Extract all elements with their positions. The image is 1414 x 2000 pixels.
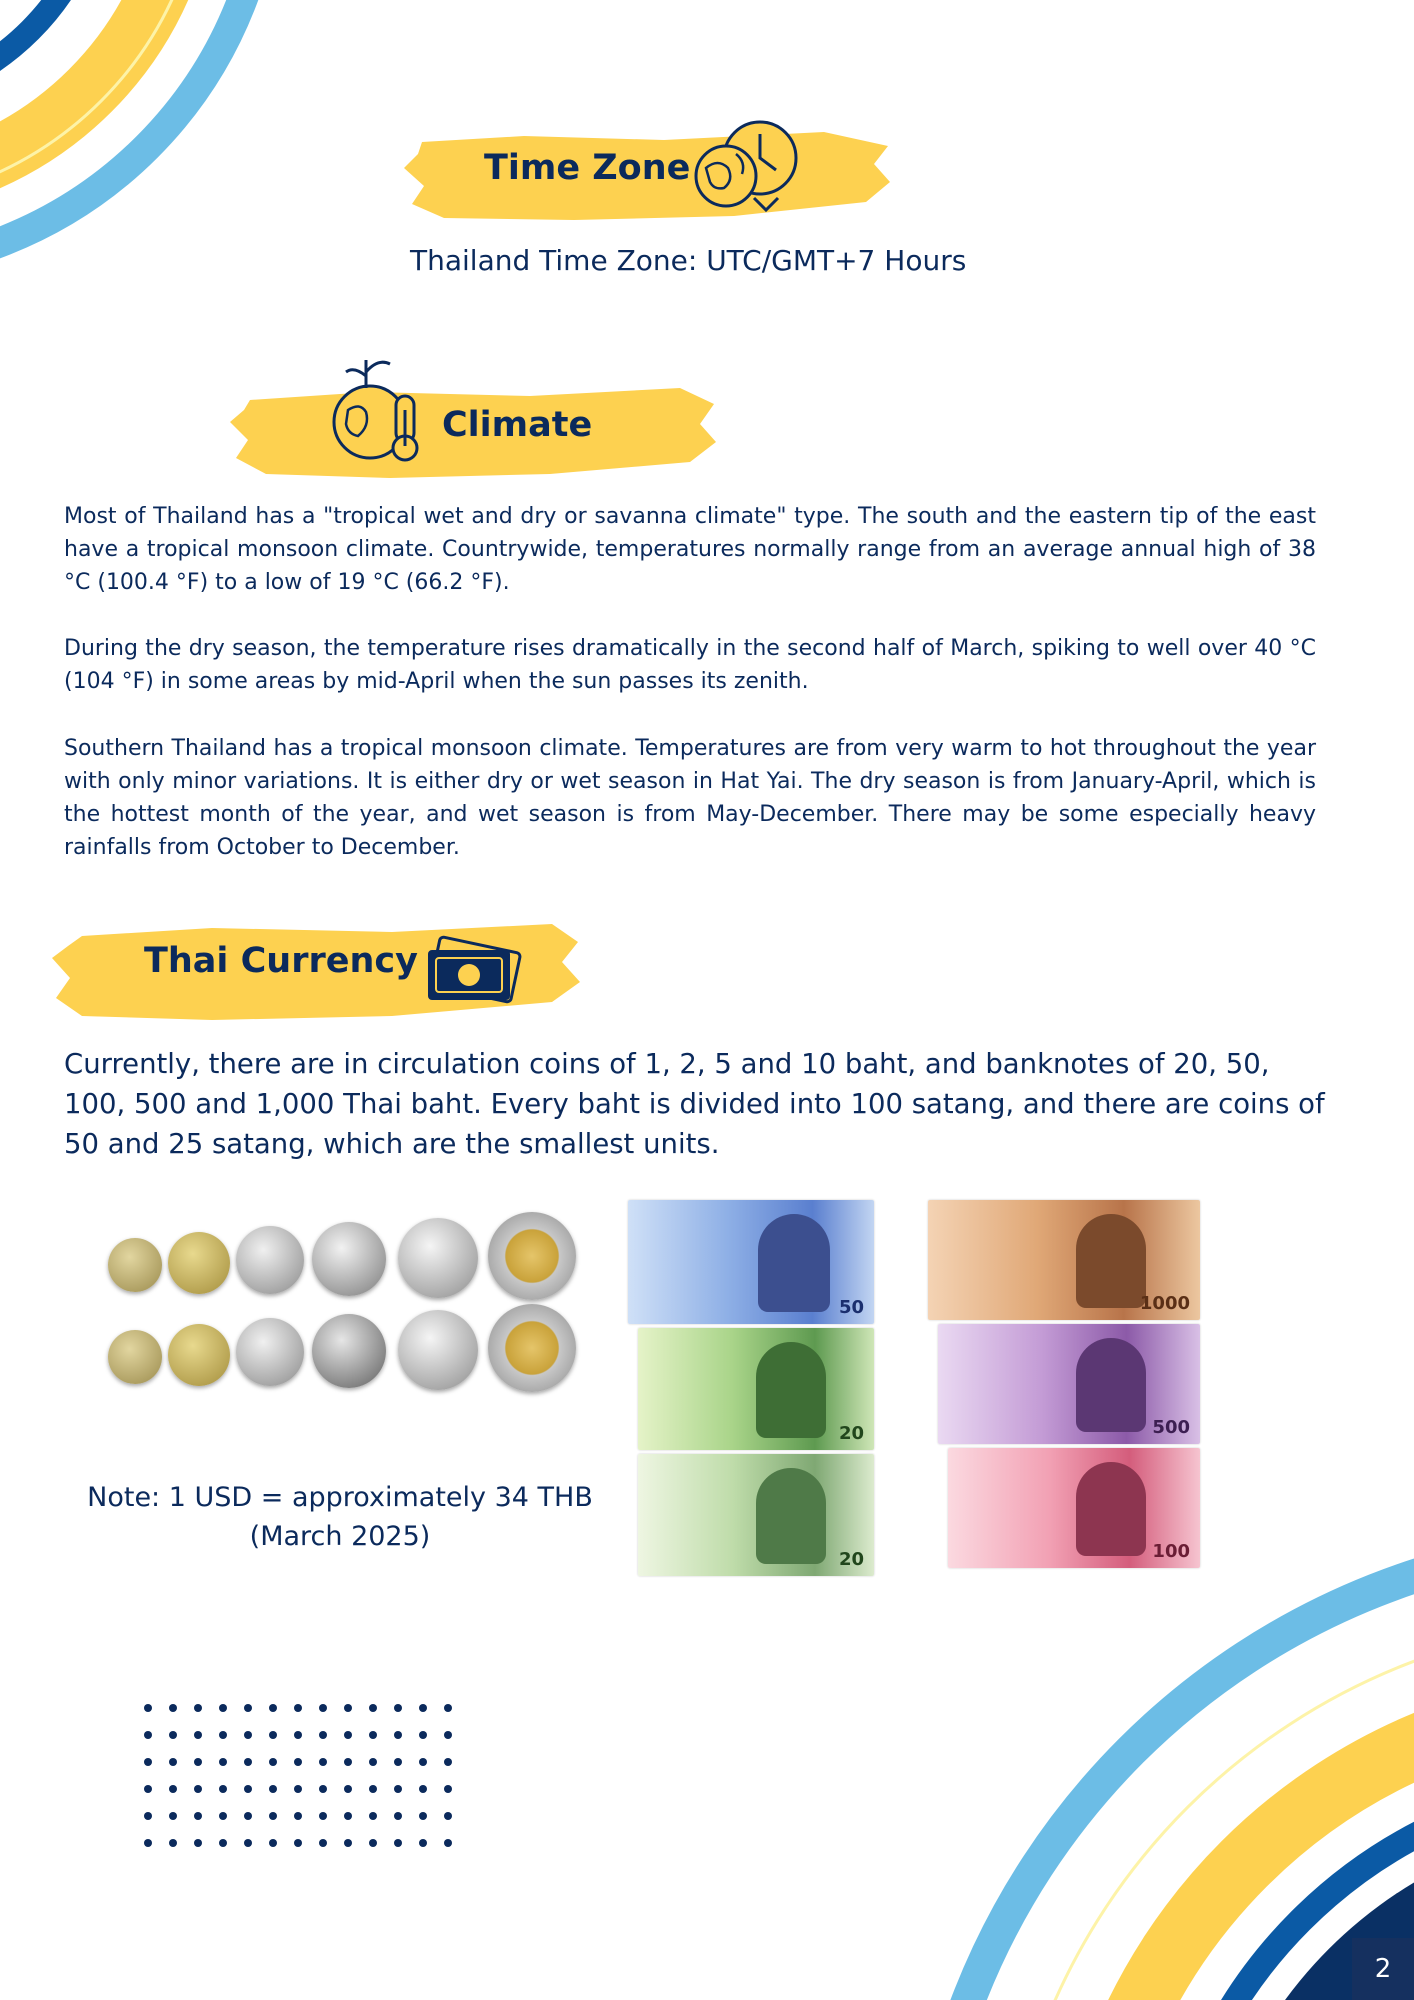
banknote-500 (938, 1324, 1200, 1444)
decorative-dot (194, 1839, 202, 1847)
decorative-dot (144, 1731, 152, 1739)
decorative-dot (394, 1839, 402, 1847)
decorative-dot (269, 1785, 277, 1793)
banknote-value: 50 (838, 1297, 864, 1318)
banknote-value: 100 (1152, 1541, 1190, 1562)
decorative-dot (419, 1731, 427, 1739)
globe-clock-icon (684, 118, 800, 214)
decorative-dot (144, 1758, 152, 1766)
currency-heading: Thai Currency (144, 941, 418, 981)
decorative-dot (219, 1839, 227, 1847)
decorative-dot (394, 1758, 402, 1766)
decorative-dot (319, 1731, 327, 1739)
coin (236, 1318, 304, 1386)
coin (488, 1304, 576, 1392)
coin (398, 1310, 478, 1390)
banknote-value: 20 (838, 1549, 864, 1570)
decorative-dot (294, 1785, 302, 1793)
decorative-dot (194, 1785, 202, 1793)
decorative-dot (244, 1785, 252, 1793)
decorative-dot (169, 1731, 177, 1739)
decorative-dot (169, 1839, 177, 1847)
decorative-dot (444, 1839, 452, 1847)
banknote-100 (948, 1448, 1200, 1568)
decorative-dot (144, 1704, 152, 1712)
coin (168, 1324, 230, 1386)
decorative-dot (144, 1839, 152, 1847)
decorative-dot (169, 1704, 177, 1712)
decorative-dot (344, 1704, 352, 1712)
decorative-dot (369, 1758, 377, 1766)
decorative-dot (344, 1731, 352, 1739)
decorative-dot (244, 1731, 252, 1739)
decorative-dot (419, 1812, 427, 1820)
decorative-dot (419, 1839, 427, 1847)
banknote-value: 500 (1152, 1417, 1190, 1438)
decorative-dot (244, 1758, 252, 1766)
exchange-rate-date: (March 2025) (249, 1521, 431, 1552)
decorative-dot (444, 1731, 452, 1739)
decorative-dot (319, 1812, 327, 1820)
decorative-dot (369, 1731, 377, 1739)
decorative-dot (394, 1812, 402, 1820)
decorative-dot (169, 1812, 177, 1820)
exchange-rate-note (70, 1478, 610, 1556)
decorative-dot (144, 1785, 152, 1793)
banknote-icon (420, 930, 526, 1012)
decorative-dot (344, 1839, 352, 1847)
decorative-dot (319, 1785, 327, 1793)
decorative-dot (294, 1812, 302, 1820)
coin (108, 1330, 162, 1384)
coin (398, 1218, 478, 1298)
banknote-1000 (928, 1200, 1200, 1320)
decorative-dot (219, 1704, 227, 1712)
decorative-dot (319, 1839, 327, 1847)
decorative-dot (244, 1839, 252, 1847)
decorative-dot (419, 1758, 427, 1766)
time-zone-text: Thailand Time Zone: UTC/GMT+7 Hours (410, 244, 967, 277)
decorative-dot (169, 1785, 177, 1793)
decorative-dot (194, 1731, 202, 1739)
decorative-dot (319, 1758, 327, 1766)
dot-grid-decoration (140, 1700, 460, 1850)
coin (312, 1222, 386, 1296)
page-number: 2 (1352, 1938, 1414, 2000)
decorative-dot (144, 1812, 152, 1820)
decorative-dot (244, 1812, 252, 1820)
climate-heading: Climate (442, 405, 593, 445)
decorative-dot (294, 1704, 302, 1712)
banknote-50 (628, 1200, 874, 1324)
climate-globe-thermometer-icon (326, 350, 436, 466)
decorative-dot (444, 1758, 452, 1766)
decorative-dot (444, 1704, 452, 1712)
climate-paragraph-3: Southern Thailand has a tropical monsoon climate. Temperatures are from very warm to hot throughout the year with only minor variations. It is either dry or wet season in Hat Yai. The dry season is from January-April, which is the hottest month of the year, and wet season is from May-December. There may be some especially heavy rainfalls from October to December. (64, 736, 1316, 860)
decorative-dot (369, 1812, 377, 1820)
decorative-dot (394, 1785, 402, 1793)
decorative-dot (194, 1758, 202, 1766)
decorative-dot (269, 1704, 277, 1712)
decorative-dot (269, 1812, 277, 1820)
banknote-20 (638, 1328, 874, 1450)
decorative-dot (269, 1731, 277, 1739)
decorative-dot (169, 1758, 177, 1766)
decorative-dot (344, 1785, 352, 1793)
decorative-dot (294, 1731, 302, 1739)
decorative-dot (419, 1704, 427, 1712)
climate-paragraph-2: During the dry season, the temperature rises dramatically in the second half of March, spiking to well over 40 °C (104 °F) in some areas by mid-April when the sun passes its zenith. (64, 636, 1316, 694)
coin (312, 1314, 386, 1388)
time-zone-heading: Time Zone (484, 148, 691, 188)
decorative-dot (319, 1704, 327, 1712)
decorative-dot (294, 1758, 302, 1766)
decorative-dot (369, 1704, 377, 1712)
decorative-dot (444, 1812, 452, 1820)
decorative-dot (219, 1731, 227, 1739)
decorative-dot (219, 1785, 227, 1793)
decorative-dot (219, 1812, 227, 1820)
coin (488, 1212, 576, 1300)
coin (168, 1232, 230, 1294)
decorative-dot (369, 1839, 377, 1847)
currency-paragraph: Currently, there are in circulation coins of 1, 2, 5 and 10 baht, and banknotes of 20, 50, 100, 500 and 1,000 Thai baht. Every baht is divided into 100 satang, and there are coins of 50 and 25 satang, which are the smallest units. (64, 1048, 1325, 1160)
thai-coins-image (100, 1210, 590, 1410)
decorative-dot (294, 1839, 302, 1847)
decorative-dot (369, 1785, 377, 1793)
banknote-20 (638, 1454, 874, 1576)
decorative-dot (344, 1812, 352, 1820)
decorative-dot (394, 1704, 402, 1712)
banknote-value: 20 (838, 1423, 864, 1444)
exchange-rate-line: Note: 1 USD = approximately 34 THB (87, 1482, 593, 1513)
decorative-dot (269, 1839, 277, 1847)
decorative-dot (394, 1731, 402, 1739)
coin (236, 1226, 304, 1294)
decorative-dot (194, 1812, 202, 1820)
climate-paragraph-1: Most of Thailand has a "tropical wet and dry or savanna climate" type. The south and the eastern tip of the east have a tropical monsoon climate. Countrywide, temperatures normally range from an average annual high of 38 °C (100.4 °F) to a low of 19 °C (66.2 °F). (64, 504, 1316, 595)
decorative-dot (419, 1785, 427, 1793)
decorative-dot (244, 1704, 252, 1712)
banknote-value: 1000 (1139, 1293, 1190, 1314)
decorative-dot (269, 1758, 277, 1766)
decorative-dot (194, 1704, 202, 1712)
coin (108, 1238, 162, 1292)
decorative-dot (444, 1785, 452, 1793)
decorative-dot (219, 1758, 227, 1766)
decorative-dot (344, 1758, 352, 1766)
